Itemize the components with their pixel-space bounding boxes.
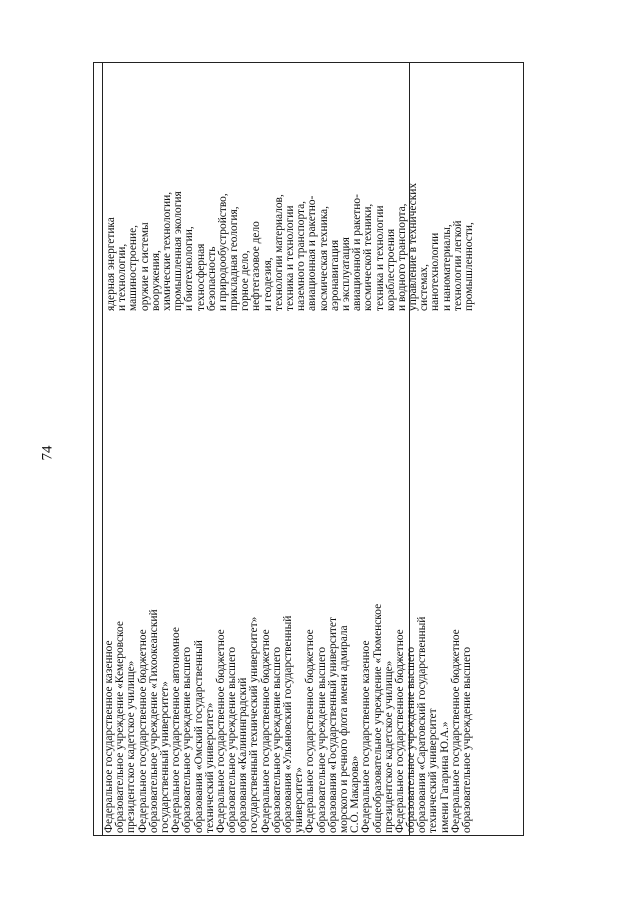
direction-line: вооружения, bbox=[149, 250, 162, 311]
direction-line: и природообустройство, bbox=[216, 193, 229, 311]
institutions-cell bbox=[103, 413, 473, 833]
direction-line: и геодезия, bbox=[261, 257, 274, 311]
institutions-text bbox=[104, 413, 473, 833]
direction-line: и биотехнологии, bbox=[183, 226, 196, 311]
institution-line: президентское кадетское училище» bbox=[125, 660, 138, 833]
direction-line: технологии легкой bbox=[451, 220, 464, 311]
institution-line: Федеральное государственное автономное bbox=[170, 627, 183, 833]
direction-line: промышленности, bbox=[463, 222, 475, 311]
institution-line: образовательное учреждение «Тихоокеанский bbox=[147, 609, 160, 833]
institution-line: образования «Ульяновский государственный bbox=[282, 615, 294, 833]
institution-line: общеобразовательное учреждение «Тюменское bbox=[371, 603, 384, 833]
direction-line: нефтегазовое дело bbox=[250, 221, 263, 311]
direction-line: и эксплуатация bbox=[339, 237, 352, 311]
direction-line: кораблестроения bbox=[384, 228, 397, 311]
page-number: 74 bbox=[39, 445, 56, 461]
institution-line: технический университет bbox=[427, 708, 440, 833]
institution-line: Федеральное государственное казенное bbox=[103, 640, 115, 833]
institution-line: образовательное учреждение высшего bbox=[315, 646, 328, 833]
direction-line: космической техники, bbox=[362, 203, 375, 311]
direction-line: аэронавигация bbox=[328, 239, 341, 311]
direction-line: прикладная геология, bbox=[228, 206, 241, 311]
direction-line: техника и технологии bbox=[373, 205, 386, 311]
directions-text bbox=[106, 121, 475, 311]
direction-line: промышленная экология bbox=[172, 191, 185, 311]
direction-line: техника и технологии bbox=[284, 205, 296, 311]
institution-line: государственный университет» bbox=[158, 681, 171, 833]
institution-line: Федеральное государственное бюджетное bbox=[393, 629, 406, 833]
institution-line: государственный технический университет» bbox=[248, 616, 261, 833]
direction-line: и наноматериалы, bbox=[440, 224, 453, 311]
direction-line: авиационной и ракетно- bbox=[351, 194, 364, 311]
institution-line: президентское кадетское училище» bbox=[382, 660, 395, 833]
institution-line: морского и речного флота имени адмирала bbox=[337, 625, 350, 833]
institution-line: имени Гагарина Ю.А.» bbox=[438, 721, 451, 833]
direction-line: и технологии, bbox=[116, 243, 129, 311]
institution-line: технический университет» bbox=[203, 702, 216, 833]
direction-line: безопасность bbox=[205, 246, 218, 311]
institution-line: Федеральное государственное бюджетное bbox=[304, 629, 317, 833]
directions-cell bbox=[106, 121, 478, 311]
direction-line: машиностроение, bbox=[127, 225, 140, 311]
institution-line: образовательное учреждение высшего bbox=[405, 646, 418, 833]
institution-line: С.О. Макарова» bbox=[349, 755, 362, 833]
direction-line: космическая техника, bbox=[317, 206, 330, 311]
institution-line: Федеральное государственное казенное bbox=[360, 640, 373, 833]
direction-line: авиационная и ракетно- bbox=[306, 195, 319, 311]
institution-line: образовательное учреждение высшего bbox=[181, 646, 194, 833]
direction-line: горное дело, bbox=[239, 250, 252, 311]
institution-line: образовательное учреждение высшего bbox=[461, 646, 473, 833]
direction-line: нанотехнологии bbox=[429, 232, 442, 311]
institution-line: образовательное учреждение высшего bbox=[226, 646, 239, 833]
data-table bbox=[93, 62, 524, 836]
institution-line: образования «Саратовский государственный bbox=[416, 616, 429, 833]
direction-line: наземного транспорта, bbox=[295, 200, 308, 311]
direction-line: и водного транспорта, bbox=[395, 203, 408, 311]
institution-line: Федеральное государственное бюджетное bbox=[449, 629, 462, 833]
institution-line: образования «Калининградский bbox=[237, 677, 250, 833]
direction-line: оружие и системы bbox=[138, 222, 151, 311]
direction-line: техносферная bbox=[194, 243, 207, 311]
institution-line: университет» bbox=[293, 767, 306, 833]
institution-line: образования «Омский государственный bbox=[192, 640, 205, 833]
institution-line: образования «Государственный университет bbox=[326, 617, 339, 833]
institution-line: Федеральное государственное бюджетное bbox=[259, 629, 272, 833]
institution-line: образовательное учреждение «Кемеровское bbox=[114, 621, 127, 833]
institution-line: Федеральное государственное бюджетное bbox=[136, 629, 149, 833]
direction-line: системах, bbox=[418, 264, 431, 311]
direction-line: химические технологии, bbox=[160, 191, 173, 311]
institution-line: образовательное учреждение высшего bbox=[270, 646, 283, 833]
institution-line: Федеральное государственное бюджетное bbox=[214, 629, 227, 833]
direction-line: ядерная энергетика bbox=[105, 217, 117, 311]
direction-line: технологии материалов, bbox=[272, 194, 285, 311]
direction-line: управление в технических bbox=[407, 182, 420, 311]
